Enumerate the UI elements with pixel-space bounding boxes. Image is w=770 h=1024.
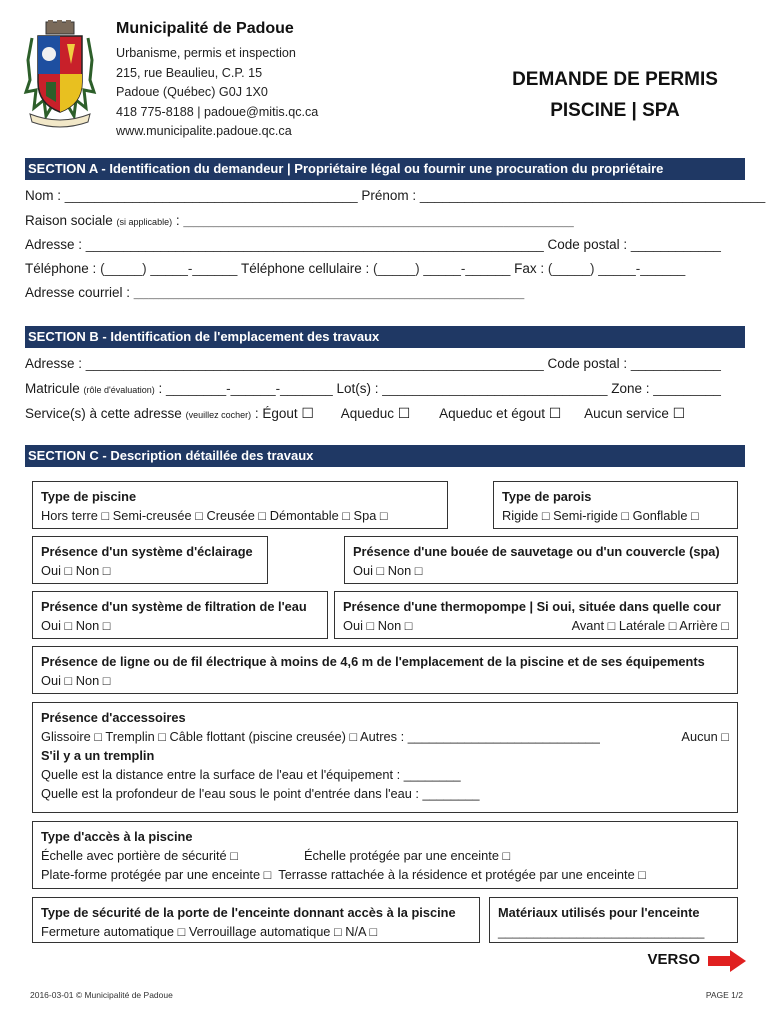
row-raison-sociale [25, 213, 745, 228]
courriel-label: Adresse courriel : [25, 285, 134, 300]
filtration-options[interactable]: Oui □ Non □ [41, 618, 111, 633]
bouee-title: Présence d'une bouée de sauvetage ou d'un couvercle (spa) [353, 544, 720, 559]
accessoires-row [41, 727, 729, 746]
service-label: Service(s) à cette adresse [25, 406, 186, 421]
cell-field[interactable]: (_____) _____-______ [373, 261, 511, 276]
footer-date-copyright: 2016-03-01 © Municipalité de Padoue [30, 990, 173, 1000]
raison-note: (si applicable) [116, 217, 173, 227]
thermopompe-options [343, 616, 729, 635]
materiaux-title: Matériaux utilisés pour l'enceinte [498, 905, 700, 920]
type-piscine-title: Type de piscine [41, 489, 137, 504]
zone-field[interactable]: _________ [653, 381, 721, 396]
box-eclairage [32, 536, 268, 584]
row-adresse-a [25, 237, 745, 252]
aqueduc-egout-checkbox[interactable]: ☐ [548, 405, 562, 421]
acces-row-1 [41, 846, 729, 865]
box-materiaux [489, 897, 738, 943]
city-address: Padoue (Québec) G0J 1X0 [116, 85, 268, 99]
row-nom-prenom [25, 188, 766, 203]
accessoires-title: Présence d'accessoires [41, 710, 186, 725]
securite-porte-title: Type de sécurité de la porte de l'enceinte donnant accès à la piscine [41, 905, 456, 920]
service-none-label: Aucun service [584, 406, 673, 421]
phone-email: 418 775-8188 | padoue@mitis.qc.ca [116, 104, 319, 119]
cp-a-label: Code postal : [543, 237, 631, 252]
type-piscine-options[interactable]: Hors terre □ Semi-creusée □ Creusée □ Démontable □ Spa □ [41, 508, 388, 523]
tremplin-distance[interactable]: Quelle est la distance entre la surface de l'eau et l'équipement : ________ [41, 767, 461, 782]
prenom-label: Prénom : [357, 188, 420, 203]
accessoires-aucun[interactable]: Aucun □ [681, 729, 729, 744]
service-note: (veuillez cocher) [185, 410, 252, 420]
row-matricule [25, 381, 745, 396]
form-title-line-1: DEMANDE DE PERMIS [512, 69, 718, 90]
service-sep: : [251, 406, 263, 421]
service-egout[interactable] [262, 406, 314, 421]
eclairage-options[interactable]: Oui □ Non □ [41, 563, 111, 578]
materiaux-field[interactable]: _____________________________ [498, 924, 705, 939]
municipal-crest-logo [22, 20, 98, 130]
matricule-label: Matricule [25, 381, 84, 396]
none-checkbox[interactable]: ☐ [672, 405, 686, 421]
tel-label: Téléphone : [25, 261, 101, 276]
filtration-title: Présence d'un système de filtration de l'eau [41, 599, 307, 614]
cell-label: Téléphone cellulaire : [237, 261, 374, 276]
acces-echelle-enceinte[interactable]: Échelle protégée par une enceinte □ [304, 848, 511, 863]
tremplin-profondeur[interactable]: Quelle est la profondeur de l'eau sous le point d'entrée dans l'eau : ________ [41, 786, 480, 801]
box-electrique [32, 646, 738, 694]
service-egout-label: Égout [262, 406, 302, 421]
raison-label: Raison sociale [25, 213, 117, 228]
thermopompe-cour[interactable]: Avant □ Latérale □ Arrière □ [571, 618, 729, 633]
acces-plateforme[interactable]: Plate-forme protégée par une enceinte □ [41, 867, 272, 882]
row-adresse-b [25, 356, 745, 371]
acces-row-2 [41, 865, 729, 884]
box-thermopompe [334, 591, 738, 639]
box-acces [32, 821, 738, 889]
cp-b-label: Code postal : [543, 356, 631, 371]
acces-echelle-portiere[interactable]: Échelle avec portière de sécurité □ [41, 848, 238, 863]
service-both-label: Aqueduc et égout [439, 406, 549, 421]
row-services [25, 405, 745, 422]
raison-sep: : [172, 213, 184, 228]
service-none[interactable] [584, 406, 685, 421]
form-title [480, 64, 750, 126]
adresse-a-field[interactable]: _____________________________________________________________ [85, 237, 544, 252]
section-c-header: SECTION C - Description détaillée des travaux [25, 445, 745, 467]
form-title-line-2: PISCINE | SPA [550, 100, 680, 121]
box-type-piscine [32, 481, 448, 529]
box-accessoires [32, 702, 738, 813]
matricule-sep: : [154, 381, 167, 396]
matricule-field[interactable]: ________-______-_______ [166, 381, 333, 396]
verso-label: VERSO [647, 951, 700, 968]
electrique-options[interactable]: Oui □ Non □ [41, 673, 111, 688]
acces-title: Type d'accès à la piscine [41, 829, 193, 844]
adresse-a-label: Adresse : [25, 237, 86, 252]
box-filtration [32, 591, 328, 639]
aqueduc-checkbox[interactable]: ☐ [397, 405, 411, 421]
cp-b-field[interactable]: ____________ [630, 356, 721, 371]
egout-checkbox[interactable]: ☐ [301, 405, 314, 421]
bouee-options[interactable]: Oui □ Non □ [353, 563, 423, 578]
department-name: Urbanisme, permis et inspection [116, 46, 296, 60]
zone-label: Zone : [607, 381, 654, 396]
organization-contact-block [116, 44, 318, 142]
street-address: 215, rue Beaulieu, C.P. 15 [116, 65, 263, 80]
adresse-b-label: Adresse : [25, 356, 86, 371]
website: www.municipalite.padoue.qc.ca [116, 124, 292, 138]
section-a-header: SECTION A - Identification du demandeur | Propriétaire légal ou fournir une procuration du propriétaire [25, 158, 745, 180]
box-type-parois [493, 481, 738, 529]
matricule-note: (rôle d'évaluation) [83, 385, 155, 395]
courriel-field[interactable]: ______________________________________________________________________________ [133, 289, 525, 299]
cp-a-field[interactable]: ____________ [630, 237, 721, 252]
securite-porte-options[interactable]: Fermeture automatique □ Verrouillage automatique □ N/A □ [41, 924, 378, 939]
service-aqueduc-egout[interactable] [439, 406, 561, 421]
arrow-right-icon [708, 950, 746, 972]
service-aqueduc[interactable] [341, 406, 411, 421]
nom-field[interactable]: _______________________________________ [64, 188, 358, 203]
thermopompe-title: Présence d'une thermopompe | Si oui, située dans quelle cour [343, 599, 721, 614]
lot-label: Lot(s) : [332, 381, 383, 396]
fax-field[interactable]: (_____) _____-______ [547, 261, 686, 276]
nom-label: Nom : [25, 188, 65, 203]
row-courriel [25, 285, 745, 300]
electrique-title: Présence de ligne ou de fil électrique à moins de 4,6 m de l'emplacement de la piscine et de ses équipements [41, 654, 705, 669]
prenom-field[interactable]: ______________________________________________ [419, 188, 766, 203]
adresse-b-field[interactable]: _____________________________________________________________ [85, 356, 544, 371]
acces-terrasse[interactable]: Terrasse rattachée à la résidence et protégée par une enceinte □ [278, 867, 646, 882]
type-parois-title: Type de parois [502, 489, 592, 504]
service-aqueduc-label: Aqueduc [340, 406, 398, 421]
box-securite-porte [32, 897, 480, 943]
row-telephones [25, 261, 745, 276]
type-parois-options[interactable]: Rigide □ Semi-rigide □ Gonflable □ [502, 508, 699, 523]
accessoires-options[interactable]: Glissoire □ Tremplin □ Câble flottant (piscine creusée) □ Autres : ___________________________ [41, 729, 600, 744]
section-b-header: SECTION B - Identification de l'emplacement des travaux [25, 326, 745, 348]
fax-label: Fax : [510, 261, 548, 276]
thermopompe-oui-non[interactable]: Oui □ Non □ [343, 618, 413, 633]
lot-field[interactable]: ______________________________ [382, 381, 608, 396]
organization-name: Municipalité de Padoue [116, 20, 294, 37]
tremplin-title: S'il y a un tremplin [41, 748, 155, 763]
footer-page-number: PAGE 1/2 [705, 990, 743, 1000]
raison-field[interactable]: ______________________________________________________________________________ [183, 217, 574, 227]
eclairage-title: Présence d'un système d'éclairage [41, 544, 253, 559]
tel-field[interactable]: (_____) _____-______ [100, 261, 238, 276]
box-bouee [344, 536, 738, 584]
